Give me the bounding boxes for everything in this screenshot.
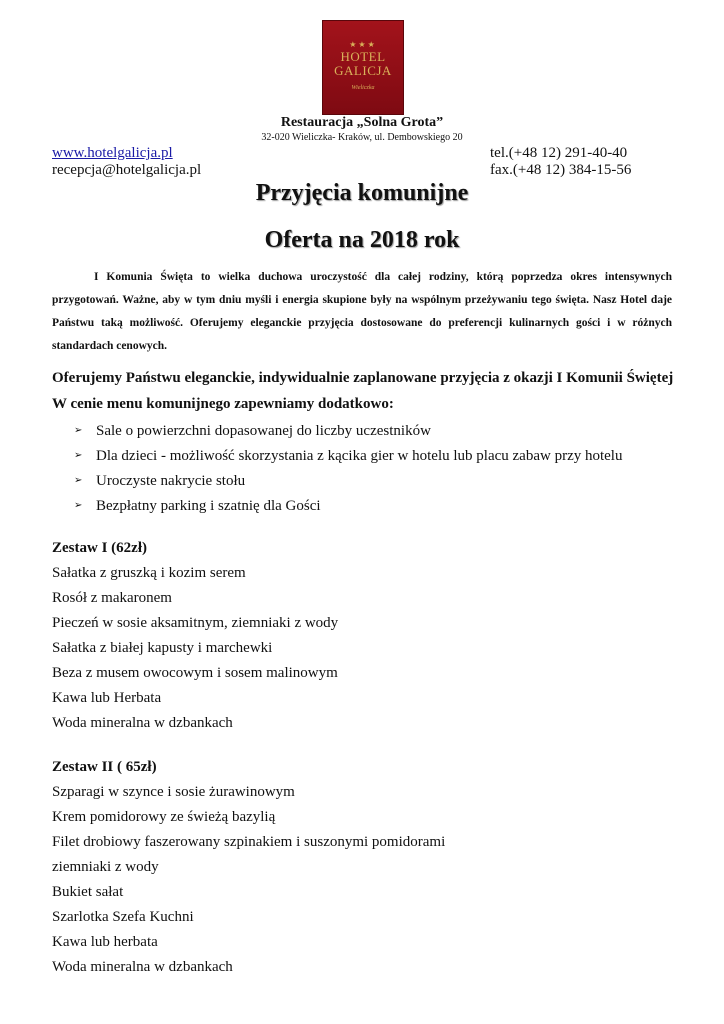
fax-text: fax.(+48 12) 384-15-56: [490, 162, 632, 178]
contact-right: [490, 145, 631, 179]
menu-item: Filet drobiowy faszerowany szpinakiem i suszonymi pomidorami: [52, 834, 446, 850]
intro-paragraph: I Komunia Święta to wielka duchowa uroczystość dla całej rodziny, którą poprzedza okres intensywnych przygotowań. Ważne, aby w tym dniu myśli i energia skupione były na wspólnym przeżywaniu tego święta. Nasz Hotel daje Państwu taką możliwość. Oferujemy eleganckie przyjęcia dostosowane do preferencji kulinarnych gości i w różnych standardach cenowych.: [52, 271, 672, 352]
contact-left: [52, 145, 201, 179]
menu-item: Pieczeń w sosie aksamitnym, ziemniaki z wody: [52, 615, 339, 631]
logo-line-galicja: GALICJA: [334, 63, 392, 78]
menu-item: Bukiet sałat: [52, 884, 124, 900]
page-title: Przyjęcia komunijne: [255, 180, 469, 206]
list-item: ➢ Sale o powierzchni dopasowanej do liczby uczestników: [74, 421, 622, 446]
arrow-bullet-icon: ➢: [74, 475, 83, 486]
menu-item: Szparagi w szynce i sosie żurawinowym: [52, 784, 295, 800]
phone-text: tel.(+48 12) 291-40-40: [490, 145, 628, 161]
menu-item: Beza z musem owocowym i sosem malinowym: [52, 665, 338, 681]
page-subtitle: Oferta na 2018 rok: [264, 227, 460, 253]
menu-item: ziemniaki z wody: [52, 859, 159, 875]
extras-list: [74, 421, 622, 521]
menu-set-heading: Zestaw II ( 65zł): [52, 759, 157, 775]
menu-item: Kawa lub Herbata: [52, 690, 162, 706]
arrow-bullet-icon: ➢: [74, 450, 83, 461]
menu-item: Krem pomidorowy ze świeżą bazylią: [52, 809, 276, 825]
menu-item: Woda mineralna w dzbankach: [52, 715, 233, 731]
arrow-bullet-icon: ➢: [74, 500, 83, 511]
email-text: recepcja@hotelgalicja.pl: [52, 162, 202, 178]
menu-set-2: [52, 757, 445, 982]
menu-item: Woda mineralna w dzbankach: [52, 959, 233, 975]
menu-item: Sałatka z białej kapusty i marchewki: [52, 640, 273, 656]
offer-lead: Oferujemy Państwu eleganckie, indywidualnie zaplanowane przyjęcia z okazji I Komunii Świętej: [52, 370, 674, 386]
list-item: ➢ Uroczyste nakrycie stołu: [74, 471, 622, 496]
menu-item: Szarlotka Szefa Kuchni: [52, 909, 194, 925]
logo-line-hotel: HOTEL: [340, 49, 386, 64]
hotel-logo: [322, 20, 404, 115]
menu-item: Kawa lub herbata: [52, 934, 158, 950]
menu-set-heading: Zestaw I (62zł): [52, 540, 147, 556]
logo-line-wieliczka: Wieliczka: [351, 85, 375, 91]
arrow-bullet-icon: ➢: [74, 425, 83, 436]
restaurant-address: 32-020 Wieliczka- Kraków, ul. Dembowskiego 20: [261, 132, 463, 143]
list-item: ➢ Dla dzieci - możliwość skorzystania z kącika gier w hotelu lub placu zabaw przy hotelu: [74, 446, 622, 471]
logo-stars: ★★★: [349, 40, 377, 49]
menu-item: Sałatka z gruszką i kozim serem: [52, 565, 246, 581]
extras-lead: W cenie menu komunijnego zapewniamy dodatkowo:: [52, 396, 394, 412]
restaurant-name: Restauracja „Solna Grota”: [280, 115, 444, 130]
menu-item: Rosół z makaronem: [52, 590, 172, 606]
list-item: ➢ Bezpłatny parking i szatnię dla Gości: [74, 496, 622, 521]
menu-set-1: [52, 538, 338, 738]
website-link[interactable]: www.hotelgalicja.pl: [52, 145, 173, 161]
